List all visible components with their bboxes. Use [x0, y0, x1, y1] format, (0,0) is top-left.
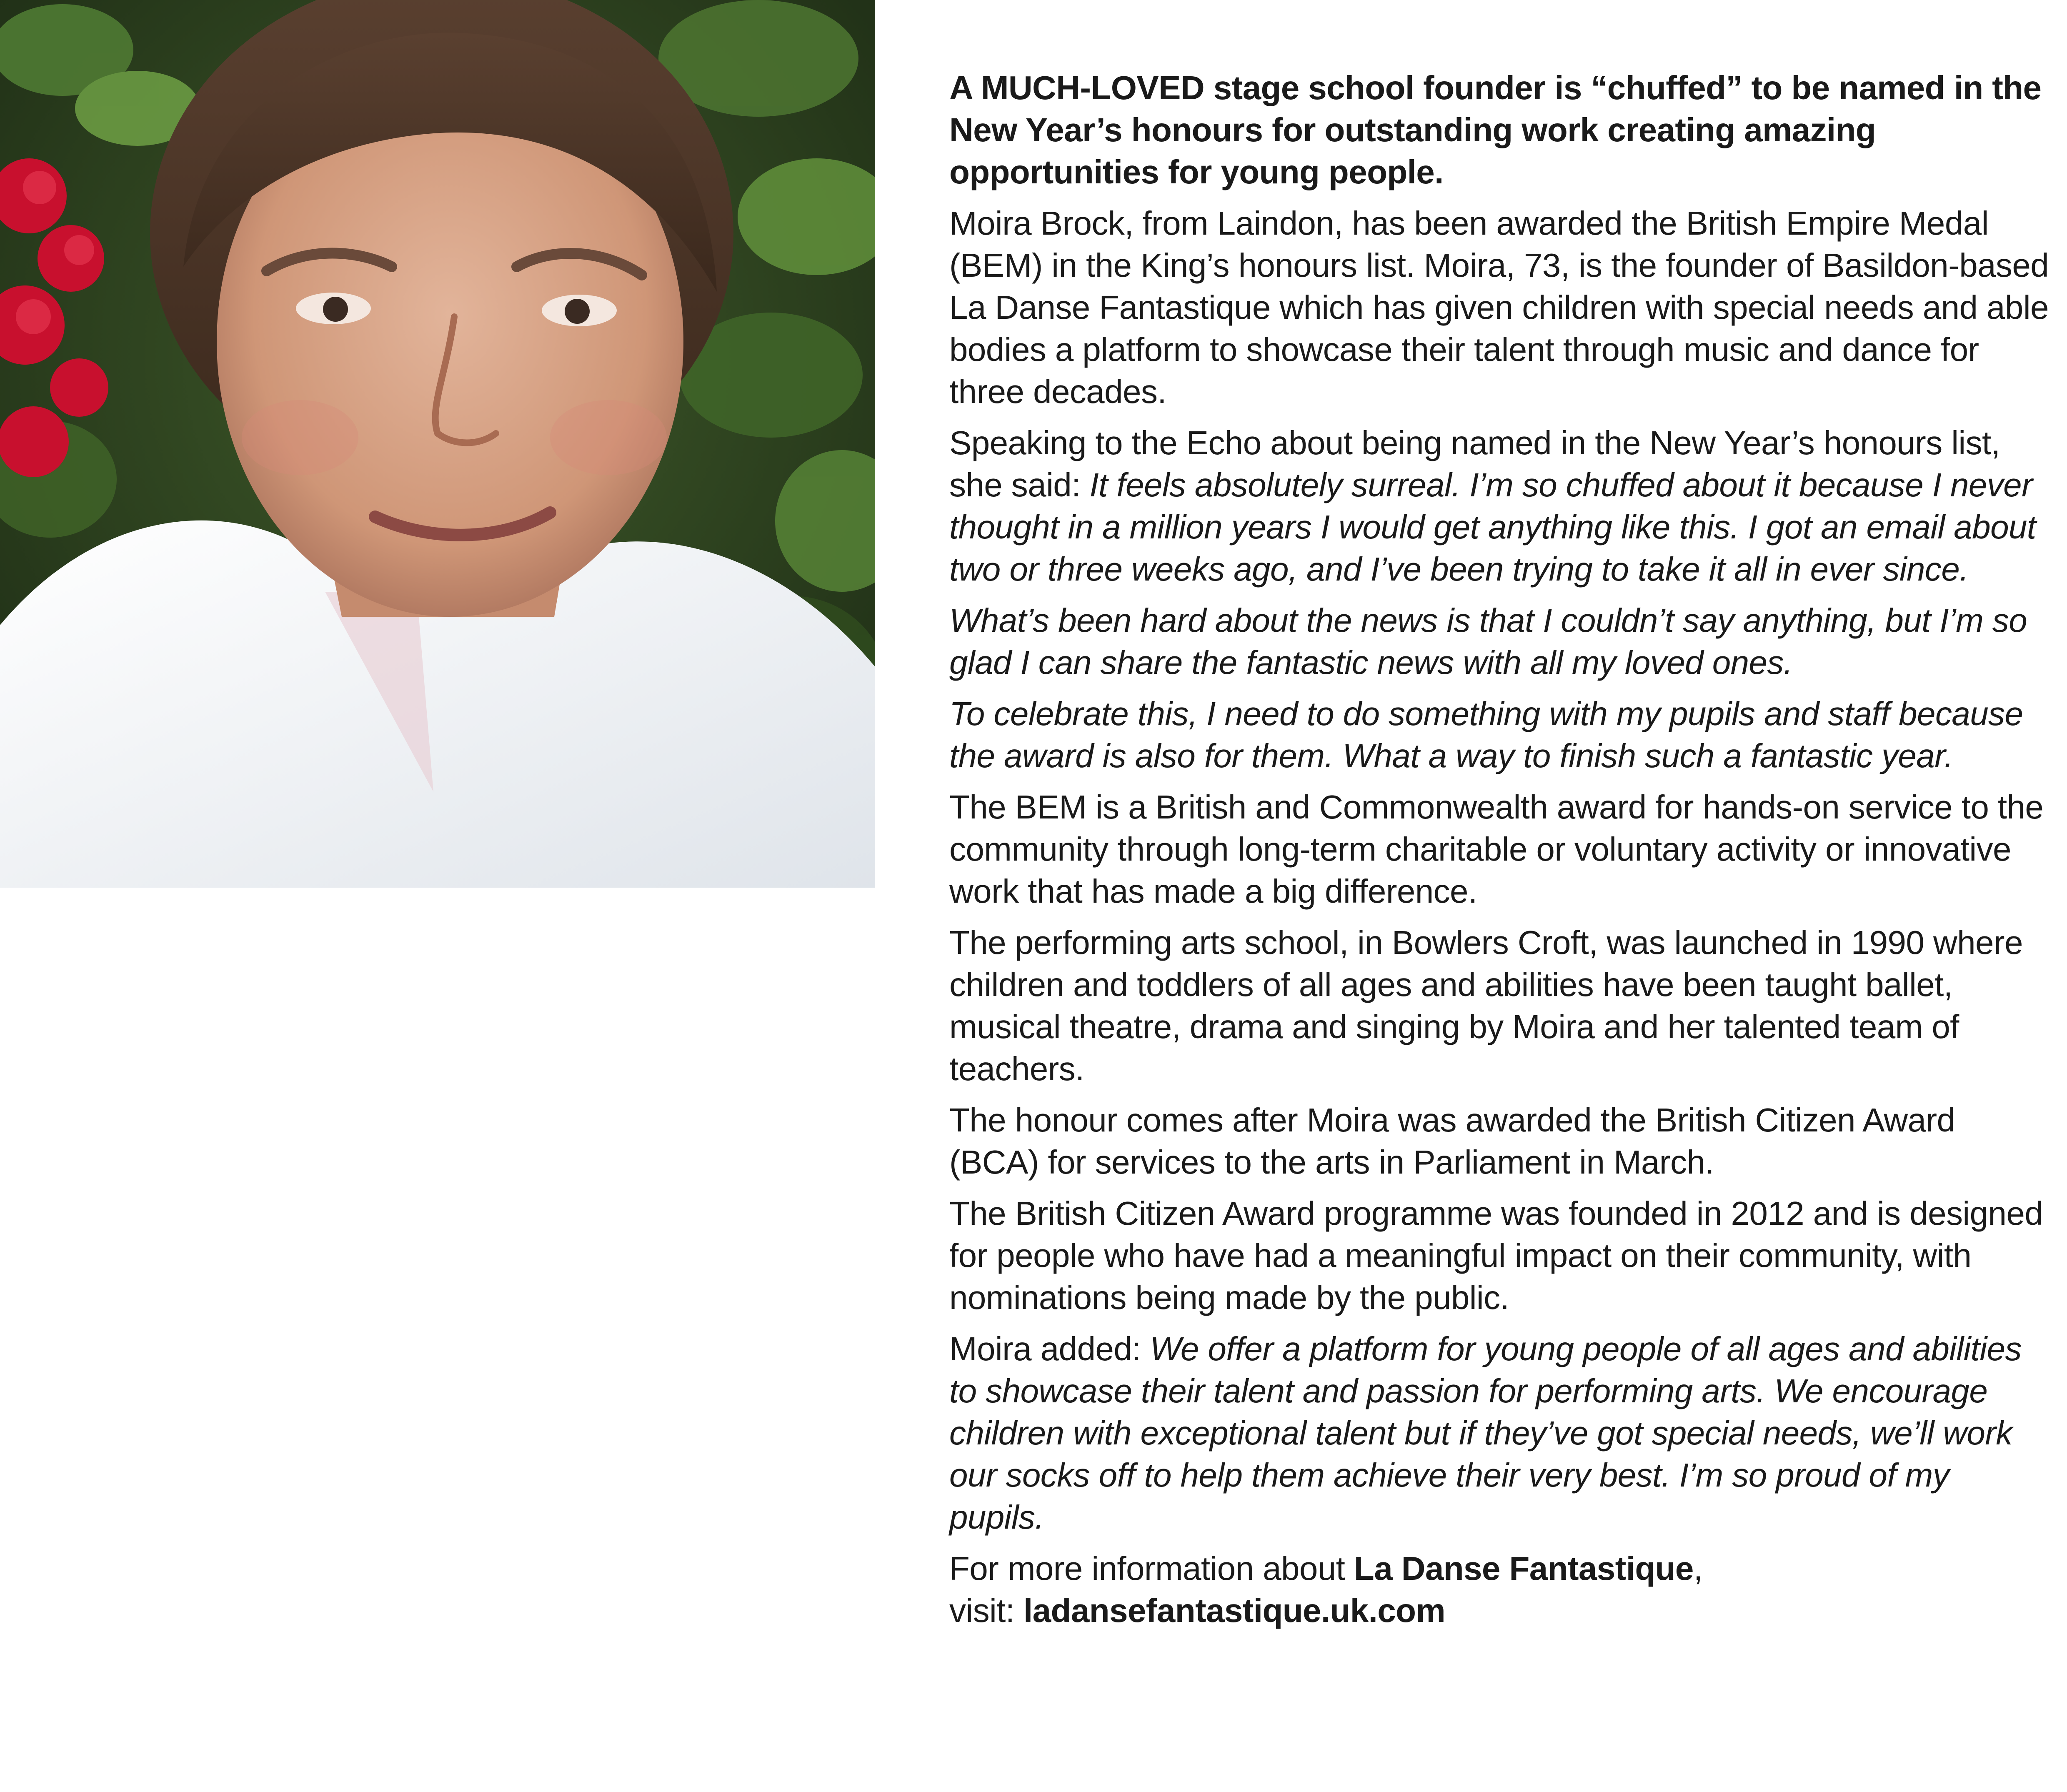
- article-paragraph: Moira Brock, from Laindon, has been awarded the British Empire Medal (BEM) in the King’s honours list. Moira, 73, is the founder of Basildon-based La Danse Fantastique which has given children with special needs and able bodies a platform to showcase their talent through music and dance for three decades.: [949, 205, 2049, 410]
- visit-label: visit:: [949, 1592, 1024, 1629]
- speaking-intro: Speaking to the Echo about being named in the New Year’s honours list, she said:: [949, 424, 2000, 503]
- article-paragraph: The British Citizen Award programme was founded in 2012 and is designed for people who have had a meaningful impact on their community, with nominations being made by the public.: [949, 1195, 2043, 1316]
- article-paragraph: The BEM is a British and Commonwealth award for hands-on service to the community through long-term charitable or voluntary activity or innovative work that has made a big difference.: [949, 788, 2044, 910]
- more-info: [949, 1547, 2049, 1632]
- more-info-comma: ,: [1693, 1550, 1703, 1587]
- article-lead: A MUCH-LOVED stage school founder is “chuffed” to be named in the New Year’s honours for outstanding work creating amazing opportunities for young people.: [949, 69, 2042, 190]
- school-name: La Danse Fantastique: [1354, 1550, 1694, 1587]
- article-paragraph: The performing arts school, in Bowlers Croft, was launched in 1990 where children and toddlers of all ages and abilities have been taught ballet, musical theatre, drama and singing by Moira and her talented team of teachers.: [949, 924, 2023, 1087]
- article-paragraph: [949, 422, 2049, 590]
- article-paragraph: [949, 1328, 2049, 1538]
- quote-paragraph: What’s been hard about the news is that I couldn’t say anything, but I’m so glad I can share the fantastic news with all my loved ones.: [949, 602, 2027, 681]
- quote-paragraph: To celebrate this, I need to do something with my pupils and staff because the award is also for them. What a way to finish such a fantastic year.: [949, 695, 2023, 774]
- quote-text: We offer a platform for young people of all ages and abilities to showcase their talent and passion for performing arts. We encourage children with exceptional talent but if they’ve got special needs, we’ll work our socks off to help them achieve their very best. I’m so proud of my pupils.: [949, 1330, 2022, 1536]
- quote-text: It feels absolutely surreal. I’m so chuffed about it because I never thought in a million years I would get anything like this. I got an email about two or three weeks ago, and I’ve been trying to take it all in ever since.: [949, 466, 2036, 588]
- portrait-photo: [0, 0, 875, 888]
- website-link[interactable]: ladansefantastique.uk.com: [1023, 1592, 1445, 1629]
- article-paragraph: The honour comes after Moira was awarded the British Citizen Award (BCA) for services to the arts in Parliament in March.: [949, 1101, 1955, 1181]
- added-intro: Moira added:: [949, 1330, 1150, 1367]
- portrait-image: [0, 0, 875, 888]
- article-body: [949, 67, 2049, 1641]
- more-info-prefix: For more information about: [949, 1550, 1354, 1587]
